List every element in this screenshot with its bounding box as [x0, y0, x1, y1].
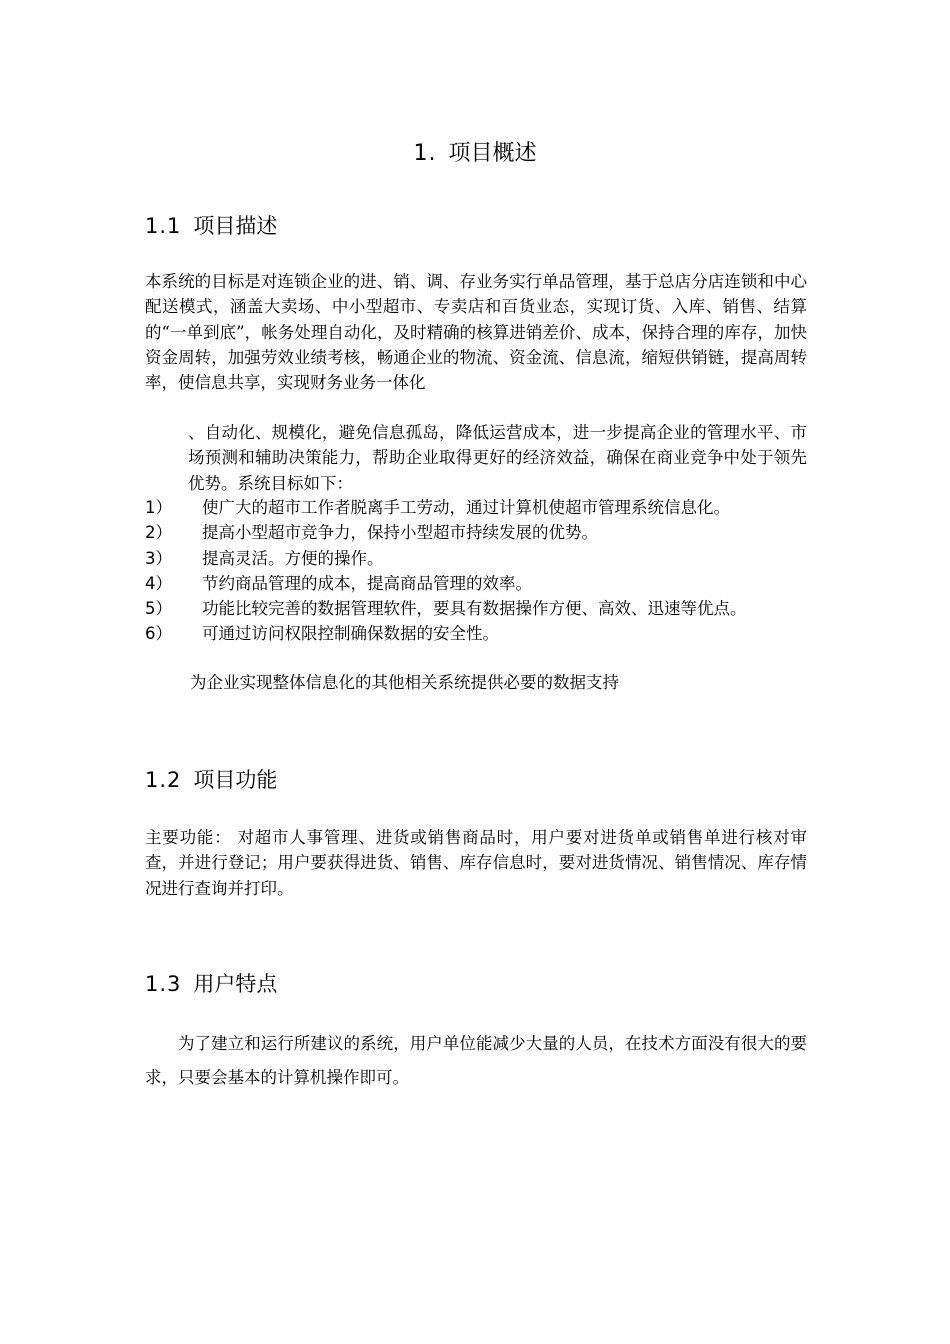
continuation-paragraph: 、自动化、规模化，避免信息孤岛，降低运营成本，进一步提高企业的管理水平、市场预测和辅助决策能力，帮助企业取得更好的经济效益，确保在商业竞争中处于领先优势。系统目标如下：	[188, 423, 807, 493]
user-features-paragraph: 为了建立和运行所建议的系统，用户单位能减少大量的人员，在技术方面没有很大的要求，只要会基本的计算机操作即可。	[145, 1034, 807, 1087]
list-item	[145, 571, 807, 596]
list-marker: 2）	[145, 523, 172, 543]
page-title	[0, 136, 950, 167]
section-number: 1.1	[145, 214, 182, 238]
section-heading-1-3	[145, 968, 277, 998]
title-number: 1.	[413, 141, 437, 166]
functions-paragraph: 主要功能： 对超市人事管理、进货或销售商品时，用户要对进货单或销售单进行核对审查，并进行登记；用户要获得进货、销售、库存信息时，要对进货情况、销售情况、库存情况进行查询并打印。	[145, 828, 807, 898]
section-title: 项目功能	[193, 768, 278, 792]
list-marker: 5）	[145, 599, 172, 619]
list-item	[145, 495, 807, 520]
section-title: 项目描述	[193, 214, 278, 238]
list-item-text: 提高小型超市竞争力，保持小型超市持续发展的优势。	[202, 523, 598, 543]
list-item	[145, 520, 807, 545]
section-title: 用户特点	[193, 972, 278, 996]
list-item-text: 功能比较完善的数据管理软件，要具有数据操作方便、高效、迅速等优点。	[202, 599, 747, 619]
list-marker: 6）	[145, 624, 172, 644]
closing-paragraph: 为企业实现整体信息化的其他相关系统提供必要的数据支持	[190, 673, 619, 692]
goals-list	[145, 495, 807, 647]
section-number: 1.2	[145, 768, 182, 792]
intro-paragraph: 本系统的目标是对连锁企业的进、销、调、存业务实行单品管理，基于总店分店连锁和中心配送模式，涵盖大卖场、中小型超市、专卖店和百货业态，实现订货、入库、销售、结算的“一单到底”，帐务处理自动化，及时精确的核算进销差价、成本，保持合理的库存，加快资金周转，加强劳效业绩考核，畅通企业的物流、资金流、信息流，缩短供销链，提高周转率，使信息共享，实现财务业务一体化	[145, 272, 807, 393]
list-marker: 4）	[145, 573, 172, 593]
list-item-text: 使广大的超市工作者脱离手工劳动，通过计算机使超市管理系统信息化。	[202, 498, 730, 517]
list-marker: 1）	[145, 498, 172, 517]
list-item	[145, 546, 807, 571]
list-item-text: 可通过访问权限控制确保数据的安全性。	[202, 624, 499, 644]
section-heading-1-1	[145, 210, 277, 240]
title-text: 项目概述	[448, 141, 537, 166]
list-item-text: 节约商品管理的成本，提高商品管理的效率。	[202, 573, 532, 593]
section-heading-1-2	[145, 764, 277, 794]
list-marker: 3）	[145, 548, 172, 568]
section-number: 1.3	[145, 972, 182, 996]
list-item-text: 提高灵活。方便的操作。	[202, 548, 384, 568]
list-item	[145, 596, 807, 621]
list-item	[145, 621, 807, 646]
